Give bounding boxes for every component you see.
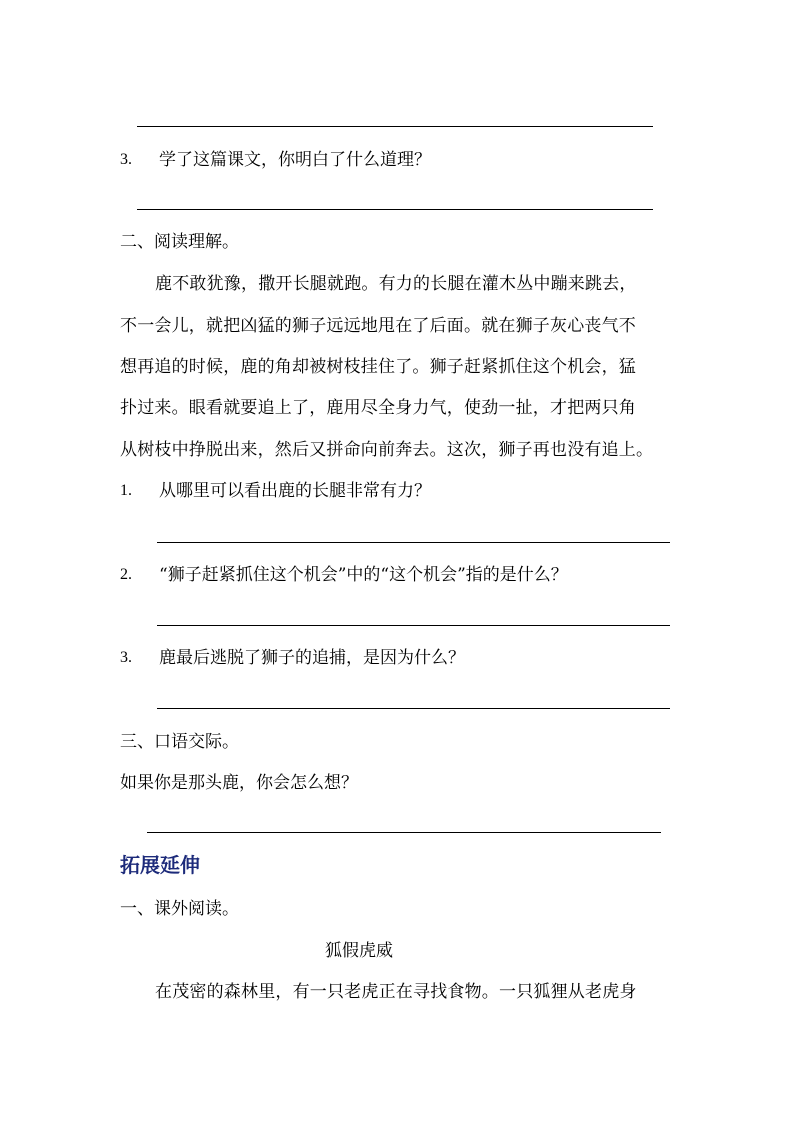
question-text: “狮子赶紧抓住这个机会”中的“这个机会”指的是什么？ [159, 565, 568, 585]
question-number: 3. [120, 649, 132, 666]
section-title-oral: 三、口语交际。 [120, 732, 239, 752]
extension-heading: 拓展延伸 [120, 853, 200, 877]
answer-line [147, 832, 661, 833]
question-text: 学了这篇课文，你明白了什么道理？ [159, 150, 431, 170]
passage-line: 扑过来。眼看就要追上了，鹿用尽全身力气，使劲一扯，才把两只角 [120, 398, 636, 418]
question-text: 鹿最后逃脱了狮子的追捕，是因为什么？ [159, 648, 465, 668]
question-text: 如果你是那头鹿，你会怎么想？ [120, 773, 358, 793]
answer-line [157, 625, 670, 626]
passage-line: 想再追的时候，鹿的角却被树枝挂住了。狮子赶紧抓住这个机会，猛 [120, 357, 636, 377]
passage-line: 鹿不敢犹豫，撒开长腿就跑。有力的长腿在灌木丛中蹦来跳去， [155, 274, 637, 294]
story-line: 在茂密的森林里，有一只老虎正在寻找食物。一只狐狸从老虎身 [155, 982, 637, 1002]
answer-line [157, 708, 670, 709]
question-number: 3. [120, 151, 132, 168]
story-title: 狐假虎威 [325, 941, 393, 961]
question-number: 1. [120, 482, 132, 499]
answer-line [137, 209, 653, 210]
question-text: 从哪里可以看出鹿的长腿非常有力？ [159, 481, 431, 501]
passage-line: 从树枝中挣脱出来，然后又拼命向前奔去。这次，狮子再也没有追上。 [120, 440, 654, 460]
answer-line [137, 126, 653, 127]
question-number: 2. [120, 566, 132, 583]
section-title-extra-reading: 一、课外阅读。 [120, 899, 239, 919]
answer-line [157, 542, 670, 543]
passage-line: 不一会儿，就把凶猛的狮子远远地甩在了后面。就在狮子灰心丧气不 [120, 316, 636, 336]
section-title-reading: 二、阅读理解。 [120, 232, 239, 252]
